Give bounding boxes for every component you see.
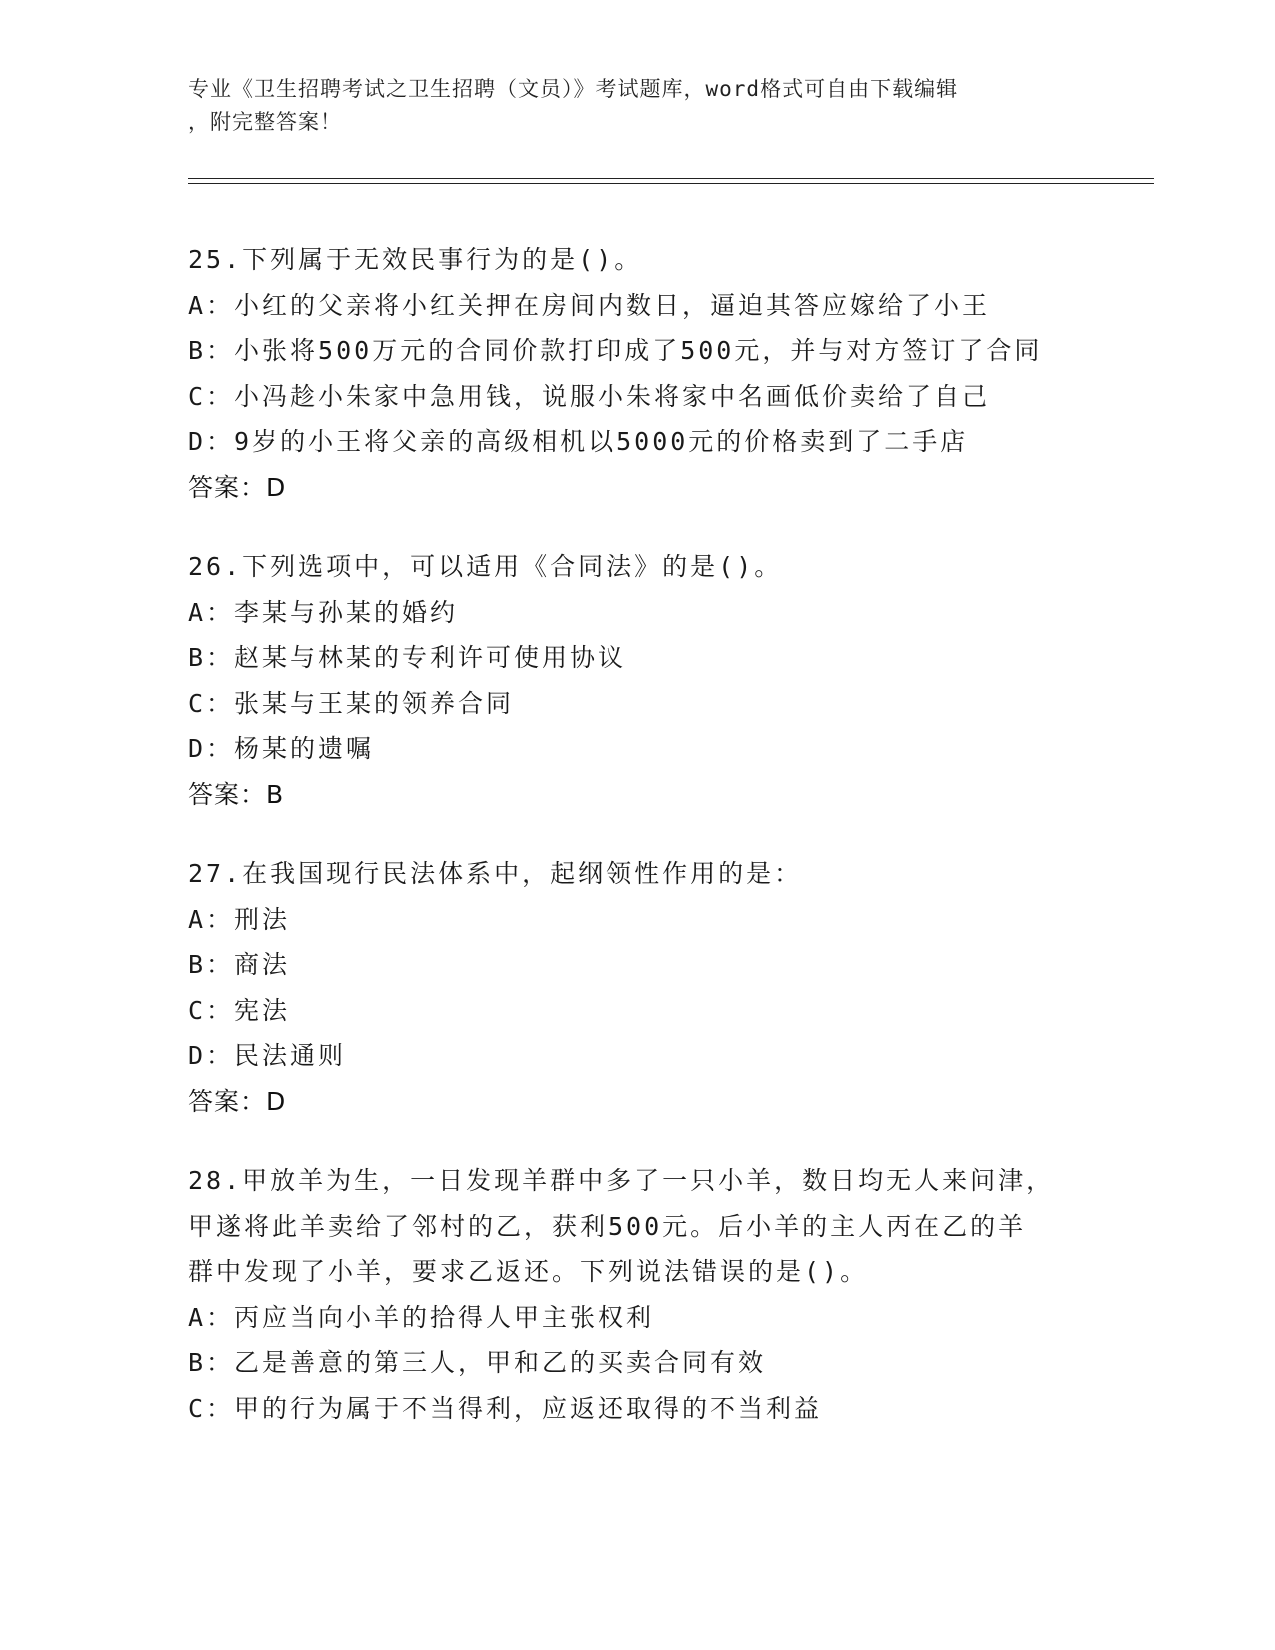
header-divider-top xyxy=(188,178,1154,179)
question-block xyxy=(188,851,1088,1124)
question-block xyxy=(188,544,1088,817)
answer-option: D：民法通则 xyxy=(188,1041,347,1070)
question-stem-line: 28.甲放羊为生，一日发现羊群中多了一只小羊，数日均无人来问津， xyxy=(188,1166,1055,1195)
answer-key: 答案：D xyxy=(188,1086,287,1116)
header-line-2: ，附完整答案！ xyxy=(188,110,342,134)
question-stem xyxy=(188,544,1088,590)
answer-option: B：商法 xyxy=(188,950,291,979)
question-stem-line: 甲遂将此羊卖给了邻村的乙，获利500元。后小羊的主人丙在乙的羊 xyxy=(188,1211,1027,1241)
answer-option: A：李某与孙某的婚约 xyxy=(188,597,459,627)
question-stem xyxy=(188,1158,1088,1295)
answer-option: D：杨某的遗嘱 xyxy=(188,734,375,763)
question-block xyxy=(188,1158,1088,1431)
answer-option: B：乙是善意的第三人，甲和乙的买卖合同有效 xyxy=(188,1348,767,1377)
answer-option: C：甲的行为属于不当得利，应返还取得的不当利益 xyxy=(188,1393,823,1423)
question-stem-line: 25.下列属于无效民事行为的是()。 xyxy=(188,245,643,274)
question-list xyxy=(188,237,1088,1465)
document-header xyxy=(188,73,1068,139)
question-block xyxy=(188,237,1088,510)
question-stem-line: 群中发现了小羊，要求乙返还。下列说法错误的是()。 xyxy=(188,1257,869,1286)
answer-option: D：9岁的小王将父亲的高级相机以5000元的价格卖到了二手店 xyxy=(188,427,969,456)
answer-option: C：张某与王某的领养合同 xyxy=(188,688,515,718)
header-divider-bottom xyxy=(188,183,1154,184)
answer-option: A：小红的父亲将小红关押在房间内数日，逼迫其答应嫁给了小王 xyxy=(188,290,991,320)
question-stem xyxy=(188,851,1088,897)
question-stem-line: 26.下列选项中，可以适用《合同法》的是()。 xyxy=(188,552,783,581)
answer-key: 答案：B xyxy=(188,779,285,809)
question-stem-line: 27.在我国现行民法体系中，起纲领性作用的是： xyxy=(188,859,803,888)
answer-option: C：宪法 xyxy=(188,995,291,1025)
answer-key: 答案：D xyxy=(188,472,287,502)
answer-option: B：赵某与林某的专利许可使用协议 xyxy=(188,643,627,672)
answer-option: C：小冯趁小朱家中急用钱，说服小朱将家中名画低价卖给了自己 xyxy=(188,381,991,411)
header-line-1: 专业《卫生招聘考试之卫生招聘（文员）》考试题库，word格式可自由下载编辑 xyxy=(188,77,959,101)
answer-option: A：刑法 xyxy=(188,904,291,934)
answer-option: A：丙应当向小羊的拾得人甲主张权利 xyxy=(188,1302,655,1332)
answer-option: B：小张将500万元的合同价款打印成了500元，并与对方签订了合同 xyxy=(188,336,1043,365)
question-stem xyxy=(188,237,1088,283)
